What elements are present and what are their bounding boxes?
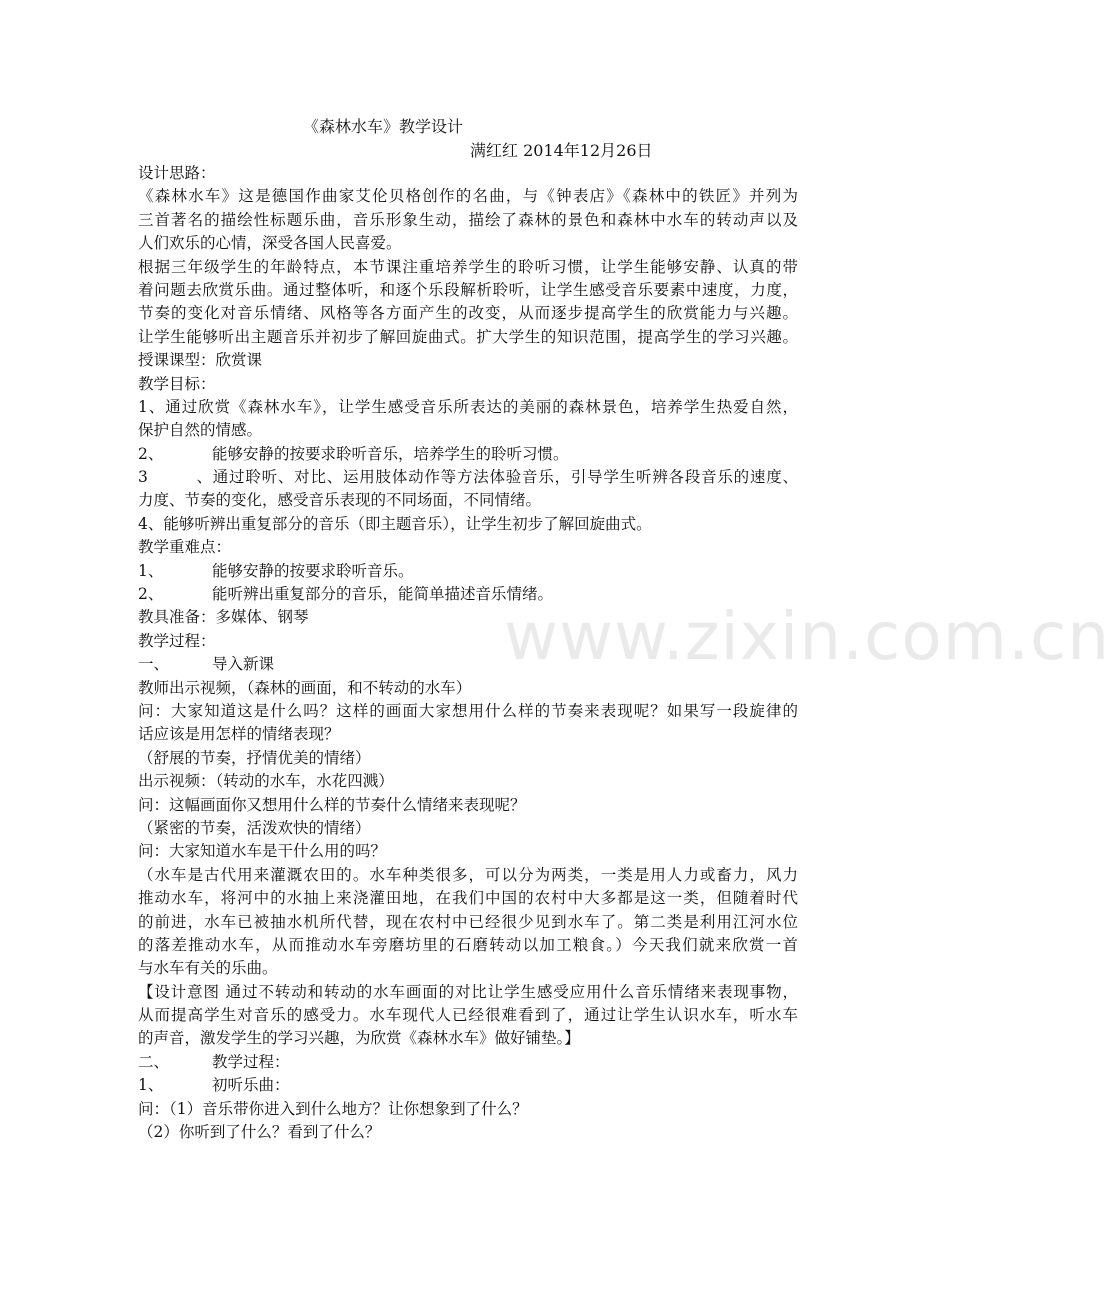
text-line — [138, 911, 798, 934]
line-text: 问：大家知道水车是干什么用的吗？ — [138, 842, 387, 861]
text-line — [138, 513, 798, 536]
list-number: 3、 — [138, 468, 212, 487]
line-text: 教具准备：多媒体、钢琴 — [138, 608, 309, 627]
text-line — [138, 1027, 798, 1050]
line-text: 从而提高学生对音乐的感受力。水车现代人已经很难看到了，通过让学生认识水车，听水车 — [138, 1006, 798, 1025]
text-line — [138, 256, 798, 279]
line-text: 问：（1）音乐带你进入到什么地方？让你想象到了什么？ — [138, 1099, 528, 1118]
list-number: 一、 — [138, 655, 170, 674]
line-text: 教学目标： — [138, 374, 216, 393]
line-text: （舒展的节奏，抒情优美的情绪） — [138, 748, 371, 767]
text-line — [138, 185, 798, 208]
watermark: www.zixin.com.cn — [504, 598, 1110, 675]
line-text: 教学过程： — [212, 1052, 290, 1071]
line-text: 《森林水车》这是德国作曲家艾伦贝格创作的名曲，与《钟表店》《森林中的铁匠》并列为 — [138, 187, 798, 206]
text-line — [138, 840, 798, 863]
text-line — [138, 302, 798, 325]
line-text: 教师出示视频，（森林的画面，和不转动的水车） — [138, 678, 472, 697]
text-line — [138, 934, 798, 957]
text-line — [138, 536, 798, 559]
line-text: 的前进，水车已被抽水机所代替，现在农村中已经很少见到水车了。第二类是利用江河水位 — [138, 912, 798, 931]
line-text: 着问题去欣赏乐曲。通过整体听，和逐个乐段解析聆听，让学生感受音乐要素中速度，力度， — [138, 280, 798, 299]
line-text: 根据三年级学生的年龄特点，本节课注重培养学生的聆听习惯，让学生能够安静、认真的带 — [138, 257, 798, 276]
line-text: 出示视频：（转动的水车，水花四溅） — [138, 772, 394, 791]
text-line — [138, 770, 798, 793]
line-text: 与水车有关的乐曲。 — [138, 959, 278, 978]
text-line — [138, 606, 798, 629]
text-line — [138, 887, 798, 910]
text-line — [138, 443, 798, 466]
text-line — [138, 1098, 798, 1121]
line-text: 导入新课 — [212, 655, 275, 674]
document-body — [138, 162, 798, 1144]
text-line — [138, 1004, 798, 1027]
text-line — [138, 396, 798, 419]
text-line — [138, 279, 798, 302]
line-text: 设计思路： — [138, 164, 216, 182]
text-line — [138, 864, 798, 887]
line-text: 问：大家知道这是什么吗？这样的画面大家想用什么样的节奏来表现呢？如果写一段旋律的 — [138, 701, 798, 720]
line-text: 三首著名的描绘性标题乐曲，音乐形象生动，描绘了森林的景色和森林中水车的转动声以及 — [138, 210, 798, 229]
text-line — [138, 723, 798, 746]
text-line — [138, 560, 798, 583]
text-line — [138, 373, 798, 396]
text-line — [138, 583, 798, 606]
text-line — [138, 1074, 798, 1097]
line-text: 通过聆听、对比、运用肢体动作等方法体验音乐，引导学生听辨各段音乐的速度、 — [212, 468, 798, 487]
line-text: 保护自然的情感。 — [138, 421, 263, 440]
list-number: 2、 — [138, 444, 164, 463]
author-date: 满红红 2014年12月26日 — [470, 141, 653, 160]
text-line — [138, 162, 798, 185]
text-line — [138, 630, 798, 653]
text-line — [138, 817, 798, 840]
text-line — [138, 1121, 798, 1144]
document-title: 《森林水车》教学设计 — [303, 117, 464, 136]
line-text: 问：这幅画面你又想用什么样的节奏什么情绪来表现呢？ — [138, 795, 526, 814]
text-line — [138, 700, 798, 723]
line-text: 能听辨出重复部分的音乐，能简单描述音乐情绪。 — [212, 585, 554, 604]
text-line — [138, 747, 798, 770]
line-text: 初听乐曲： — [212, 1076, 290, 1095]
text-line — [138, 794, 798, 817]
line-text: 的声音，激发学生的学习兴趣，为欣赏《森林水车》做好铺垫。】 — [138, 1029, 580, 1048]
line-text: 授课课型：欣赏课 — [138, 351, 263, 370]
line-text: 推动水车，将河中的水抽上来浇灌田地，在我们中国的农村中大多都是这一类，但随着时代 — [138, 889, 798, 908]
line-text: 能够安静的按要求聆听音乐，培养学生的聆听习惯。 — [212, 444, 569, 463]
text-line — [138, 957, 798, 980]
line-text: 1、通过欣赏《森林水车》，让学生感受音乐所表达的美丽的森林景色，培养学生热爱自然， — [138, 397, 798, 416]
line-text: 力度、节奏的变化，感受音乐表现的不同场面，不同情绪。 — [138, 491, 542, 510]
text-line — [138, 653, 798, 676]
text-line — [138, 326, 798, 349]
list-number: 二、 — [138, 1052, 170, 1071]
text-line — [138, 981, 798, 1004]
line-text: 教学重难点： — [138, 538, 232, 557]
line-text: 话应该是用怎样的情绪表现？ — [138, 725, 340, 744]
line-text: 能够安静的按要求聆听音乐。 — [212, 561, 414, 580]
line-text: 教学过程： — [138, 631, 216, 650]
line-text: 人们欢乐的心情，深受各国人民喜爱。 — [138, 234, 402, 253]
text-line — [138, 1051, 798, 1074]
line-text: （紧密的节奏，活泼欢快的情绪） — [138, 818, 371, 837]
text-line — [138, 489, 798, 512]
line-text: 的落差推动水车，从而推动水车旁磨坊里的石磨转动以加工粮食。）今天我们就来欣赏一首 — [138, 935, 798, 954]
list-number: 1、 — [138, 561, 164, 580]
list-number: 2、 — [138, 585, 164, 604]
text-line — [138, 232, 798, 255]
text-line — [138, 466, 798, 489]
text-line — [138, 209, 798, 232]
line-text: 节奏的变化对音乐情绪、风格等各方面产生的改变，从而逐步提高学生的欣赏能力与兴趣。 — [138, 304, 798, 323]
line-text: （2）你听到了什么？看到了什么？ — [138, 1123, 381, 1142]
text-line — [138, 349, 798, 372]
text-line — [138, 419, 798, 442]
line-text: 【设计意图 通过不转动和转动的水车画面的对比让学生感受应用什么音乐情绪来表现事物， — [138, 982, 798, 1001]
list-number: 1、 — [138, 1076, 164, 1095]
line-text: 4、能够听辨出重复部分的音乐（即主题音乐），让学生初步了解回旋曲式。 — [138, 514, 652, 533]
text-line — [138, 677, 798, 700]
line-text: （水车是古代用来灌溉农田的。水车种类很多，可以分为两类，一类是用人力或畜力，风力 — [138, 865, 798, 884]
line-text: 让学生能够听出主题音乐并初步了解回旋曲式。扩大学生的知识范围，提高学生的学习兴趣。 — [138, 327, 798, 346]
